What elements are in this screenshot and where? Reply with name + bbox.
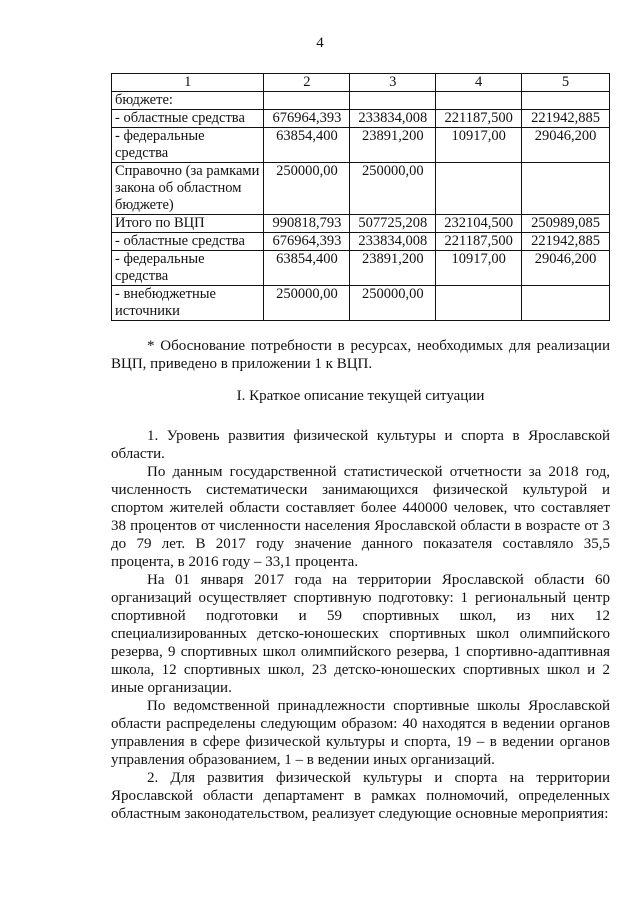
table-cell: 232104,500 <box>436 215 522 233</box>
table-row <box>112 233 610 251</box>
table-cell: 507725,208 <box>350 215 436 233</box>
table-cell: 29046,200 <box>522 128 610 163</box>
paragraph: 1. Уровень развития физической культуры и спорта в Ярославской области. <box>111 428 610 462</box>
table-cell: 63854,400 <box>264 128 350 163</box>
row-label: - федеральные средства <box>112 251 264 286</box>
table-row <box>112 110 610 128</box>
row-label: - областные средства <box>112 110 264 128</box>
paragraph: На 01 января 2017 года на территории Ярославской области 60 организаций осуществляет спортивную подготовку: 1 региональный центр спортивной подготовки и 59 спортивных школ, из них 12 специализированных детско-юношеских спортивных школ олимпийского резерва, 9 спортивных школ олимпийского резерва, 1 спортивно-адаптивная школа, 12 спортивных школ, 23 детско-юношеских спортивных школ и 2 иные организации. <box>111 572 610 696</box>
table-row <box>112 92 610 110</box>
page-number: 4 <box>316 35 324 51</box>
column-header: 3 <box>350 74 436 92</box>
table-cell: 10917,00 <box>436 251 522 286</box>
table-cell: 233834,008 <box>350 233 436 251</box>
table-cell: 29046,200 <box>522 251 610 286</box>
footnote: * Обоснование потребности в ресурсах, необходимых для реализации ВЦП, приведено в приложении 1 к ВЦП. <box>111 338 610 372</box>
table-cell: 221187,500 <box>436 233 522 251</box>
table-row <box>112 215 610 233</box>
table-cell: 250989,085 <box>522 215 610 233</box>
table-cell <box>436 92 522 110</box>
table-cell: 676964,393 <box>264 110 350 128</box>
table-cell: 250000,00 <box>350 286 436 321</box>
table-cell: 250000,00 <box>264 286 350 321</box>
column-header: 2 <box>264 74 350 92</box>
table-cell <box>350 92 436 110</box>
table-row <box>112 286 610 321</box>
table-row <box>112 128 610 163</box>
table-cell: 676964,393 <box>264 233 350 251</box>
table-row <box>112 251 610 286</box>
table-cell <box>522 286 610 321</box>
table-row <box>112 163 610 215</box>
table-cell <box>264 92 350 110</box>
column-header: 5 <box>522 74 610 92</box>
row-label: Справочно (за рамками закона об областном бюджете) <box>112 163 264 215</box>
paragraph: По данным государственной статистической отчетности за 2018 год, численность систематически занимающихся физической культурой и спортом жителей области составляет более 440000 человек, что составляет 38 процентов от численности населения Ярославской области в возрасте от 3 до 79 лет. В 2017 году значение данного показателя составляло 35,5 процента, в 2016 году – 33,1 процента. <box>111 464 610 570</box>
budget-table <box>111 73 610 321</box>
table-cell <box>522 163 610 215</box>
section-title: I. Краткое описание текущей ситуации <box>236 388 485 404</box>
row-label: - внебюджетные источники <box>112 286 264 321</box>
row-label: бюджете: <box>112 92 264 110</box>
table-cell: 221942,885 <box>522 233 610 251</box>
table-cell: 990818,793 <box>264 215 350 233</box>
column-header: 1 <box>112 74 264 92</box>
table-cell: 221187,500 <box>436 110 522 128</box>
table-cell <box>436 163 522 215</box>
row-label: Итого по ВЦП <box>112 215 264 233</box>
table-header-row <box>112 74 610 92</box>
table-cell <box>522 92 610 110</box>
table-cell: 250000,00 <box>264 163 350 215</box>
table-cell: 250000,00 <box>350 163 436 215</box>
table-cell <box>436 286 522 321</box>
table-cell: 63854,400 <box>264 251 350 286</box>
row-label: - областные средства <box>112 233 264 251</box>
table-cell: 10917,00 <box>436 128 522 163</box>
body-text <box>111 427 610 823</box>
column-header: 4 <box>436 74 522 92</box>
row-label: - федеральные средства <box>112 128 264 163</box>
table-cell: 23891,200 <box>350 128 436 163</box>
paragraph: По ведомственной принадлежности спортивные школы Ярославской области распределены следующим образом: 40 находятся в ведении органов управления в сфере физической культуры и спорта, 19 – в ведении органов управления образованием, 1 – в ведении иных организаций. <box>111 698 610 768</box>
table-cell: 221942,885 <box>522 110 610 128</box>
table-cell: 233834,008 <box>350 110 436 128</box>
paragraph: 2. Для развития физической культуры и спорта на территории Ярославской области департамент в рамках полномочий, определенных областным законодательством, реализует следующие основные мероприятия: <box>111 770 610 822</box>
table-cell: 23891,200 <box>350 251 436 286</box>
